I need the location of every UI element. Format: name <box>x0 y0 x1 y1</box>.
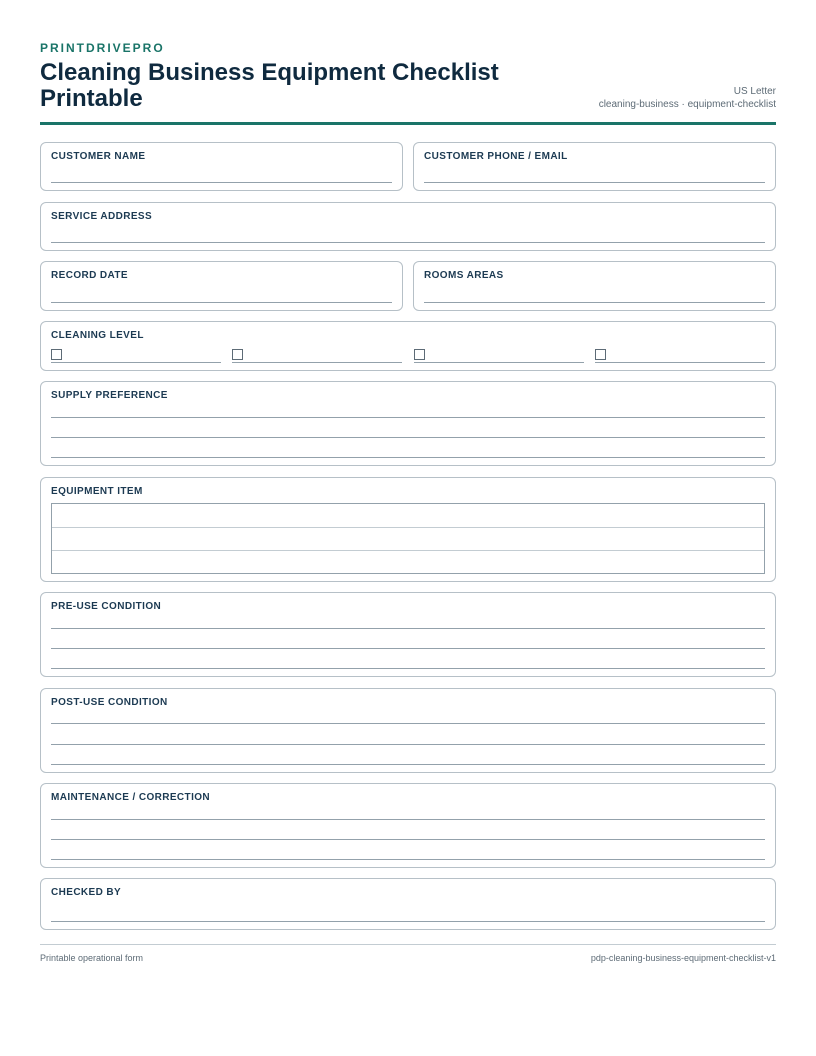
record-date-input-line[interactable] <box>51 302 392 303</box>
cleaning-level-option-2[interactable] <box>232 349 402 363</box>
post-use-condition-label: POST-USE CONDITION <box>51 697 168 708</box>
checkbox-icon[interactable] <box>232 349 243 360</box>
footer-note: Printable operational form <box>40 953 144 963</box>
record-date-label: RECORD DATE <box>51 270 128 281</box>
page-header <box>40 40 776 125</box>
equipment-item-table <box>51 503 765 574</box>
maintenance-field <box>40 783 776 868</box>
maintenance-line-3[interactable] <box>51 859 765 860</box>
maintenance-line-1[interactable] <box>51 819 765 820</box>
maintenance-label: MAINTENANCE / CORRECTION <box>51 792 211 803</box>
brand-logo: PRINTDRIVEPRO <box>40 41 165 55</box>
checkbox-icon[interactable] <box>414 349 425 360</box>
checkbox-icon[interactable] <box>595 349 606 360</box>
post-use-condition-line-3[interactable] <box>51 764 765 765</box>
pre-use-condition-line-3[interactable] <box>51 668 765 669</box>
service-address-input-line[interactable] <box>51 242 765 243</box>
checked-by-input-line[interactable] <box>51 921 765 922</box>
page-title: Cleaning Business Equipment Checklist Printable <box>40 59 499 112</box>
document-slug: cleaning-business · equipment-checklist <box>598 99 776 110</box>
pre-use-condition-field <box>40 592 776 677</box>
service-address-label: SERVICE ADDRESS <box>51 211 153 222</box>
supply-preference-label: SUPPLY PREFERENCE <box>51 390 168 401</box>
table-row-divider <box>52 550 764 551</box>
post-use-condition-line-1[interactable] <box>51 723 765 724</box>
customer-contact-input-line[interactable] <box>424 182 765 183</box>
customer-contact-field <box>413 142 776 191</box>
customer-name-label: CUSTOMER NAME <box>51 151 146 162</box>
rooms-areas-label: ROOMS AREAS <box>424 270 504 281</box>
cleaning-level-field <box>40 321 776 371</box>
cleaning-level-label: CLEANING LEVEL <box>51 330 144 341</box>
post-use-condition-field <box>40 688 776 773</box>
cleaning-level-option-1[interactable] <box>51 349 221 363</box>
supply-preference-line-1[interactable] <box>51 417 765 418</box>
customer-name-input-line[interactable] <box>51 182 392 183</box>
document-meta <box>599 85 776 111</box>
equipment-item-label: EQUIPMENT ITEM <box>51 486 143 497</box>
supply-preference-line-2[interactable] <box>51 437 765 438</box>
supply-preference-field <box>40 381 776 466</box>
checked-by-label: CHECKED BY <box>51 887 122 898</box>
rooms-areas-input-line[interactable] <box>424 302 765 303</box>
rooms-areas-field <box>413 261 776 311</box>
supply-preference-line-3[interactable] <box>51 457 765 458</box>
cleaning-level-option-4[interactable] <box>595 349 765 363</box>
paper-size: US Letter <box>733 86 776 97</box>
page-footer <box>40 944 776 968</box>
post-use-condition-line-2[interactable] <box>51 744 765 745</box>
checkbox-icon[interactable] <box>51 349 62 360</box>
pre-use-condition-label: PRE-USE CONDITION <box>51 601 162 612</box>
record-date-field <box>40 261 403 311</box>
checked-by-field <box>40 878 776 930</box>
customer-name-field <box>40 142 403 191</box>
customer-contact-label: CUSTOMER PHONE / EMAIL <box>424 151 568 162</box>
form-id: pdp-cleaning-business-equipment-checklist-v1 <box>590 953 776 963</box>
pre-use-condition-line-2[interactable] <box>51 648 765 649</box>
maintenance-line-2[interactable] <box>51 839 765 840</box>
equipment-item-field <box>40 477 776 582</box>
table-row-divider <box>52 527 764 528</box>
cleaning-level-option-3[interactable] <box>414 349 584 363</box>
service-address-field <box>40 202 776 251</box>
pre-use-condition-line-1[interactable] <box>51 628 765 629</box>
